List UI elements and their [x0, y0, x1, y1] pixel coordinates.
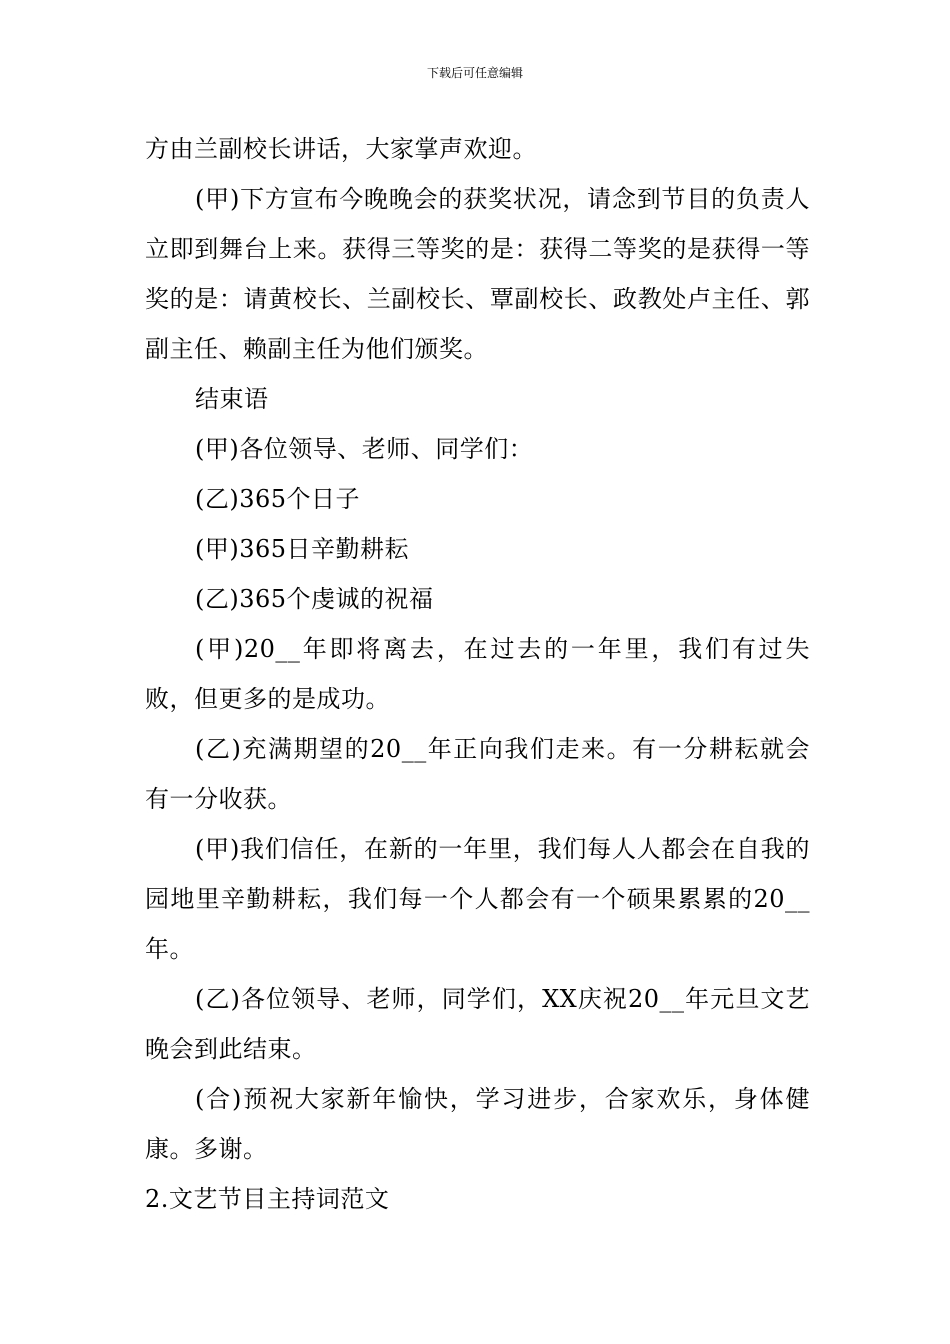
paragraph-10: (甲)我们信任，在新的一年里，我们每人人都会在自我的园地里辛勤耕耘，我们每一个人都会有一个硕果累累的20__年。 [145, 835, 810, 963]
paragraph-1: 方由兰副校长讲话，大家掌声欢迎。 [145, 135, 537, 163]
paragraph-7: (乙)365个虔诚的祝福 [195, 585, 434, 613]
paragraph-4: (甲)各位领导、老师、同学们： [195, 435, 534, 463]
document-body [145, 124, 810, 1224]
page-header-note: 下载后可任意编辑 [426, 66, 523, 80]
section-heading-closing: 结束语 [195, 385, 269, 413]
paragraph-6: (甲)365日辛勤耕耘 [195, 535, 410, 563]
paragraph-5: (乙)365个日子 [195, 485, 361, 513]
paragraph-2: (甲)下方宣布今晚晚会的获奖状况，请念到节目的负责人立即到舞台上来。获得三等奖的是：获得二等奖的是获得一等奖的是：请黄校长、兰副校长、覃副校长、政教处卢主任、郭副主任、赖副主任为他们颁奖。 [145, 185, 810, 363]
paragraph-8: (甲)20__年即将离去，在过去的一年里，我们有过失败，但更多的是成功。 [145, 635, 810, 713]
paragraph-12: (合)预祝大家新年愉快，学习进步，合家欢乐，身体健康。多谢。 [145, 1085, 810, 1163]
section-heading-2: 2.文艺节目主持词范文 [145, 1185, 390, 1213]
paragraph-11: (乙)各位领导、老师，同学们，XX庆祝20__年元旦文艺晚会到此结束。 [145, 985, 810, 1063]
paragraph-9: (乙)充满期望的20__年正向我们走来。有一分耕耘就会有一分收获。 [145, 735, 810, 813]
